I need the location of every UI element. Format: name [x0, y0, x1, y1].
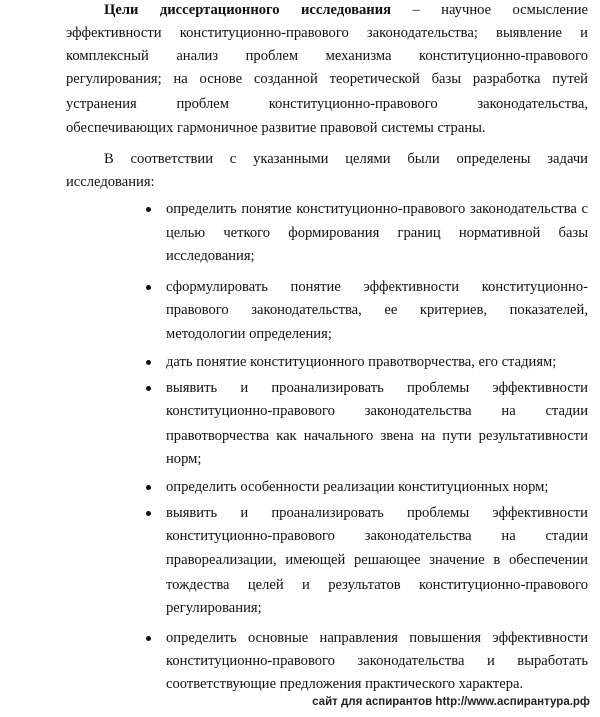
intro-line-1	[104, 2, 588, 18]
intro-line-3: комплексный анализ проблем механизма конституционно-правового	[66, 48, 588, 64]
task-1-line-2: целью четкого формирования границ нормативной базы	[166, 225, 588, 241]
bullet-icon	[146, 485, 151, 490]
task-1-line-1: определить понятие конституционно-правового законодательства с	[166, 201, 588, 217]
task-4-line-4: норм;	[166, 451, 202, 467]
site-footer-text: сайт для аспирантов http://www.аспирантура.рф	[312, 696, 590, 708]
tasks-intro-line-1: В соответствии с указанными целями были определены задачи	[104, 151, 588, 167]
task-6-line-4: тождества целей и результатов конституционно-правового	[166, 577, 588, 593]
task-2-line-3: методологии определения;	[166, 326, 332, 342]
task-2-line-2: правового законодательства, ее критериев, показателей,	[166, 302, 588, 318]
task-1-line-3: исследования;	[166, 248, 255, 264]
task-7-line-1: определить основные направления повышения эффективности	[166, 630, 588, 646]
task-7-line-3: соответствующие предложения практического характера.	[166, 676, 524, 692]
task-4-line-1: выявить и проанализировать проблемы эффективности	[166, 380, 588, 396]
intro-heading-rest: – научное осмысление	[412, 2, 588, 18]
bullet-icon	[146, 207, 151, 212]
task-7-line-2: конституционно-правового законодательства и выработать	[166, 653, 588, 669]
task-6-line-1: выявить и проанализировать проблемы эффективности	[166, 505, 588, 521]
intro-line-6: обеспечивающих гармоничное развитие правовой системы страны.	[66, 120, 486, 136]
task-4-line-3: правотворчества как начального звена на пути результативности	[166, 428, 588, 444]
task-6-line-3: правореализации, имеющей решающее значение в обеспечении	[166, 552, 588, 568]
task-6-line-5: регулирования;	[166, 600, 262, 616]
intro-line-5: устранения проблем конституционно-правового законодательства,	[66, 96, 588, 112]
task-4-line-2: конституционно-правового законодательства на стадии	[166, 403, 588, 419]
intro-heading-bold: Цели диссертационного исследования	[104, 2, 392, 18]
task-5-line-1: определить особенности реализации конституционных норм;	[166, 479, 549, 495]
task-6-line-2: конституционно-правового законодательства на стадии	[166, 528, 588, 544]
intro-line-4: регулирования; на основе созданной теоретической базы разработка путей	[66, 71, 588, 87]
tasks-intro-line-2: исследования:	[66, 174, 155, 190]
bullet-icon	[146, 386, 151, 391]
bullet-icon	[146, 636, 151, 641]
task-3-line-1: дать понятие конституционного правотворчества, его стадиям;	[166, 354, 557, 370]
bullet-icon	[146, 511, 151, 516]
bullet-icon	[146, 285, 151, 290]
task-2-line-1: сформулировать понятие эффективности конституционно-	[166, 279, 588, 295]
intro-line-2: эффективности конституционно-правового законодательства; выявление и	[66, 25, 588, 41]
bullet-icon	[146, 360, 151, 365]
